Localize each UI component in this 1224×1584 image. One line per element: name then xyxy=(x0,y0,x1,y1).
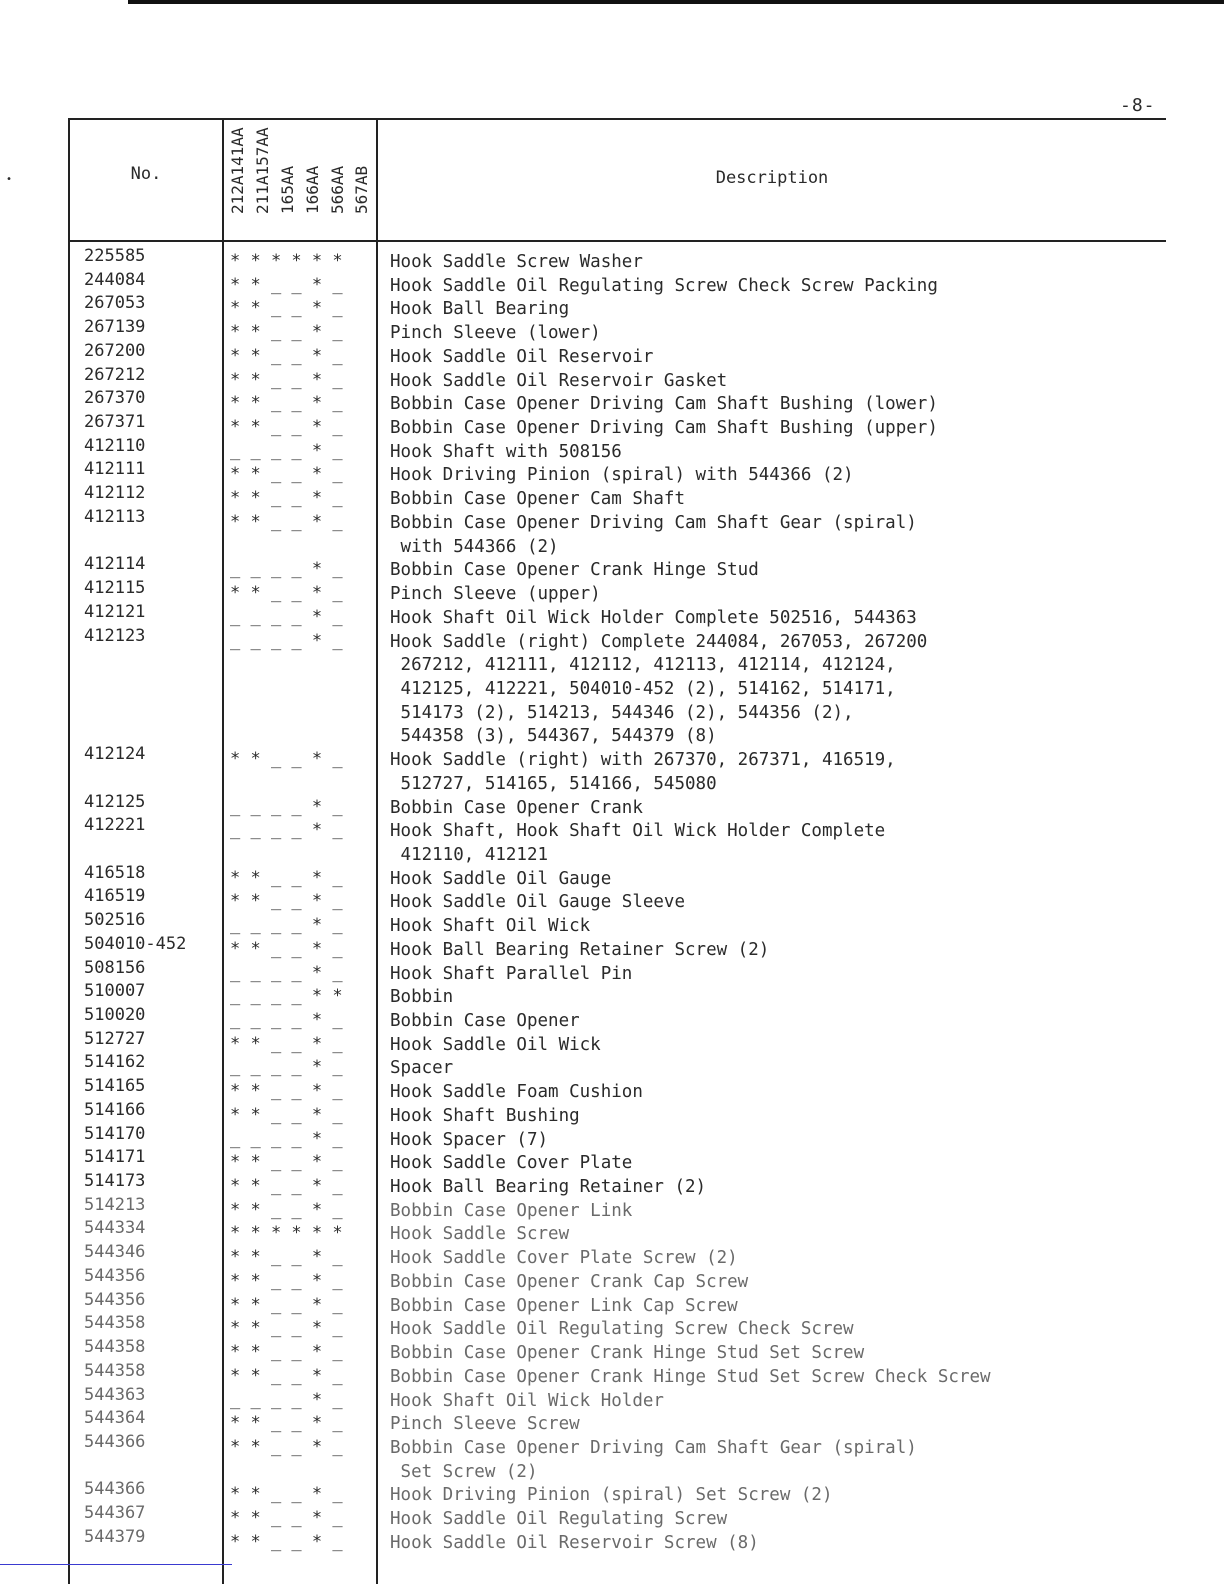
table-row xyxy=(0,1361,1224,1385)
part-description: Bobbin Case Opener Cam Shaft xyxy=(390,489,686,510)
table-row xyxy=(0,1313,1224,1340)
part-description: Bobbin Case Opener Crank Hinge Stud Set Screw xyxy=(390,1343,865,1364)
parts-table-body xyxy=(0,246,1224,1551)
model-availability-marks: * * _ _ * _ xyxy=(230,867,343,888)
part-number: 544356 xyxy=(84,1289,146,1310)
part-description: Bobbin Case Opener Crank Cap Screw xyxy=(390,1271,749,1292)
model-header: 166AA xyxy=(303,165,322,214)
part-number: 514170 xyxy=(84,1123,146,1144)
table-row xyxy=(0,270,1224,294)
model-availability-marks: * * _ _ * _ xyxy=(230,417,343,438)
table-row xyxy=(0,506,1224,557)
table-row xyxy=(0,1029,1224,1053)
part-number: 514173 xyxy=(84,1171,146,1192)
part-description: Hook Shaft Parallel Pin xyxy=(390,963,633,984)
part-number: 544346 xyxy=(84,1242,146,1263)
part-description: Bobbin Case Opener xyxy=(390,1011,580,1031)
part-number: 512727 xyxy=(84,1028,146,1049)
model-availability-marks: * * _ _ * _ xyxy=(230,1531,343,1552)
model-columns-header xyxy=(224,120,376,238)
part-number: 412121 xyxy=(84,601,146,622)
model-availability-marks: * * _ _ * _ xyxy=(230,1413,343,1434)
part-description: Hook Saddle Cover Plate xyxy=(390,1153,633,1174)
part-number: 544358 xyxy=(84,1337,146,1358)
part-number: 544358 xyxy=(84,1360,146,1381)
table-row xyxy=(0,483,1224,510)
part-number: 267200 xyxy=(84,340,146,361)
table-row xyxy=(0,981,1224,1008)
table-row xyxy=(0,578,1224,605)
model-availability-marks: _ _ _ _ * _ xyxy=(230,796,343,817)
model-header: 566AA xyxy=(328,165,347,214)
part-number: 508156 xyxy=(84,957,146,978)
part-number: 225585 xyxy=(84,246,146,266)
model-availability-marks: * * _ _ * _ xyxy=(230,1342,343,1363)
model-availability-marks: _ _ _ _ * _ xyxy=(230,606,343,627)
model-availability-marks: * * _ _ * _ xyxy=(230,274,343,295)
table-row xyxy=(0,1171,1224,1198)
column-header-no: No. xyxy=(130,164,162,184)
part-description: Hook Shaft, Hook Shaft Oil Wick Holder Complete 412110, 412121 xyxy=(390,821,886,865)
part-description: Bobbin Case Opener Crank xyxy=(390,797,643,818)
table-row xyxy=(0,317,1224,344)
part-description: Pinch Sleeve (upper) xyxy=(390,584,601,605)
part-description: Hook Shaft with 508156 xyxy=(390,441,622,462)
part-description: Hook Shaft Oil Wick Holder xyxy=(390,1390,664,1411)
part-number: 544356 xyxy=(84,1265,146,1286)
header-divider xyxy=(68,240,1166,242)
model-availability-marks: _ _ _ _ * _ xyxy=(230,962,343,983)
part-number: 412114 xyxy=(84,554,146,575)
part-description: Hook Saddle (right) Complete 244084, 267053, 267200 267212, 412111, 412112, 412113, 412114, 412124, 412125, 412221, 504010-452 (2), 514162, 514171, 514173 (2), 514213, 544346 (2), 544356 (2), 544358 (3), 544367, 544379 (8) xyxy=(390,631,928,747)
part-description: Bobbin Case Opener Crank Hinge Stud xyxy=(390,560,759,581)
table-row xyxy=(0,1147,1224,1174)
table-row xyxy=(0,365,1224,389)
part-description: Hook Saddle Oil Reservoir Gasket xyxy=(390,370,728,391)
part-description: Bobbin Case Opener Driving Cam Shaft Bushing (upper) xyxy=(390,418,938,439)
part-number: 412111 xyxy=(84,459,146,480)
table-row xyxy=(0,1052,1224,1079)
model-availability-marks: _ _ _ _ * _ xyxy=(230,1010,343,1030)
model-availability-marks: _ _ _ _ * _ xyxy=(230,1389,343,1410)
part-description: Hook Ball Bearing Retainer (2) xyxy=(390,1177,707,1198)
part-number: 412221 xyxy=(84,815,146,836)
part-number: 267139 xyxy=(84,317,146,338)
part-description: Hook Saddle (right) with 267370, 267371, 416519, 512727, 514165, 514166, 545080 xyxy=(390,750,896,794)
model-availability-marks: * * _ _ * _ xyxy=(230,1152,343,1173)
part-description: Bobbin Case Opener Driving Cam Shaft Gear (spiral) Set Screw (2) xyxy=(390,1437,917,1482)
model-availability-marks: * * _ _ * _ xyxy=(230,511,343,532)
scan-edge-line xyxy=(0,1564,232,1565)
part-description: Hook Shaft Oil Wick Holder Complete 502516, 544363 xyxy=(390,607,917,628)
part-number: 544379 xyxy=(84,1526,146,1547)
table-row xyxy=(0,910,1224,937)
part-number: 412112 xyxy=(84,483,146,504)
part-description: Bobbin Case Opener Crank Hinge Stud Set Screw Check Screw xyxy=(390,1366,991,1387)
part-number: 267212 xyxy=(84,364,146,385)
part-number: 502516 xyxy=(84,910,146,931)
table-row xyxy=(0,863,1224,887)
part-description: Hook Saddle Oil Gauge Sleeve xyxy=(390,892,686,913)
part-description: Spacer xyxy=(390,1058,454,1079)
table-row xyxy=(0,815,1224,865)
part-number: 412115 xyxy=(84,578,146,599)
part-number: 514171 xyxy=(84,1147,146,1168)
model-availability-marks: _ _ _ _ * _ xyxy=(230,1057,343,1078)
table-row xyxy=(0,792,1224,816)
table-row xyxy=(0,341,1224,365)
model-availability-marks: _ _ _ _ * _ xyxy=(230,915,343,936)
model-availability-marks: * * _ _ * _ xyxy=(230,891,343,912)
model-availability-marks: * * _ _ * _ xyxy=(230,583,343,604)
model-availability-marks: * * _ _ * _ xyxy=(230,345,343,366)
part-number: 514166 xyxy=(84,1099,146,1120)
part-number: 244084 xyxy=(84,269,146,290)
part-description: Hook Saddle Cover Plate Screw (2) xyxy=(390,1248,738,1269)
table-row xyxy=(0,1290,1224,1314)
model-header: 165AA xyxy=(278,165,297,214)
part-description: Hook Shaft Oil Wick xyxy=(390,916,591,937)
part-number: 514213 xyxy=(84,1194,146,1215)
part-number: 544363 xyxy=(84,1384,146,1405)
model-availability-marks: * * _ _ * _ xyxy=(230,1270,343,1291)
model-availability-marks: * * _ _ * _ xyxy=(230,1247,343,1268)
table-row xyxy=(0,934,1224,958)
part-number: 416518 xyxy=(84,862,146,883)
part-number: 267053 xyxy=(84,293,146,314)
part-description: Hook Saddle Oil Regulating Screw Check Screw xyxy=(390,1319,854,1340)
part-number: 544358 xyxy=(84,1313,146,1334)
part-number: 510007 xyxy=(84,981,146,1002)
part-description: Hook Saddle Oil Gauge xyxy=(390,868,612,889)
part-number: 514165 xyxy=(84,1076,146,1097)
table-row xyxy=(0,1408,1224,1435)
table-row xyxy=(0,1337,1224,1364)
model-header: 567AB xyxy=(352,165,371,214)
table-row xyxy=(0,1527,1224,1551)
model-availability-marks: * * _ _ * _ xyxy=(230,1176,343,1197)
table-row xyxy=(0,293,1224,320)
model-availability-marks: _ _ _ _ * _ xyxy=(230,440,343,461)
table-row xyxy=(0,1266,1224,1290)
table-row xyxy=(0,602,1224,626)
part-description: Hook Spacer (7) xyxy=(390,1129,549,1150)
table-row xyxy=(0,1124,1224,1148)
model-header: 212A141AA xyxy=(228,127,247,214)
part-number: 544334 xyxy=(84,1218,146,1239)
table-row xyxy=(0,744,1224,794)
model-availability-marks: * * _ _ * _ xyxy=(230,369,343,390)
column-header-description: Description xyxy=(715,168,829,188)
model-availability-marks: * * _ _ * _ xyxy=(230,393,343,414)
table-row xyxy=(0,1385,1224,1409)
model-availability-marks: * * _ _ * _ xyxy=(230,1365,343,1386)
part-description: Hook Saddle Screw xyxy=(390,1224,570,1245)
part-number: 412113 xyxy=(84,506,146,527)
part-number: 544364 xyxy=(84,1408,146,1429)
model-availability-marks: * * * * * * xyxy=(230,1223,343,1244)
model-availability-marks: * * _ _ * _ xyxy=(230,749,343,770)
part-number: 412125 xyxy=(84,791,146,812)
part-number: 510020 xyxy=(84,1005,146,1025)
part-number: 514162 xyxy=(84,1052,146,1073)
part-number: 416519 xyxy=(84,886,146,907)
table-row xyxy=(0,436,1224,460)
part-description: Hook Saddle Oil Reservoir Screw (8) xyxy=(390,1532,759,1553)
table-row xyxy=(0,388,1224,415)
table-row xyxy=(0,626,1224,745)
model-availability-marks: _ _ _ _ * _ xyxy=(230,630,343,651)
part-number: 412110 xyxy=(84,435,146,456)
model-availability-marks: * * _ _ * _ xyxy=(230,322,343,343)
table-row xyxy=(0,554,1224,581)
part-description: Bobbin Case Opener Link xyxy=(390,1200,633,1221)
part-description: Pinch Sleeve (lower) xyxy=(390,323,601,344)
table-row xyxy=(0,958,1224,982)
model-availability-marks: * * _ _ * _ xyxy=(230,1436,343,1457)
model-availability-marks: * * _ _ * _ xyxy=(230,1199,343,1220)
model-header: 211A157AA xyxy=(253,127,272,214)
model-availability-marks: * * _ _ * _ xyxy=(230,938,343,959)
part-description: Hook Ball Bearing Retainer Screw (2) xyxy=(390,939,770,960)
part-number: 544366 xyxy=(84,1431,146,1452)
part-number: 412124 xyxy=(84,744,146,765)
table-row xyxy=(0,1218,1224,1245)
part-description: Bobbin Case Opener Link Cap Screw xyxy=(390,1295,738,1316)
model-availability-marks: * * _ _ * _ xyxy=(230,488,343,509)
model-availability-marks: _ _ _ _ * * xyxy=(230,986,343,1007)
part-number: 544366 xyxy=(84,1479,146,1500)
part-description: Hook Saddle Oil Regulating Screw xyxy=(390,1509,728,1530)
part-description: Pinch Sleeve Screw xyxy=(390,1414,580,1435)
table-row xyxy=(0,1005,1224,1029)
model-availability-marks: _ _ _ _ * _ xyxy=(230,820,343,841)
part-description: Hook Saddle Foam Cushion xyxy=(390,1082,643,1103)
part-description: Hook Saddle Oil Reservoir xyxy=(390,346,654,367)
model-availability-marks: _ _ _ _ * _ xyxy=(230,559,343,580)
part-number: 267370 xyxy=(84,388,146,409)
table-row xyxy=(0,1242,1224,1269)
table-row xyxy=(0,1100,1224,1124)
table-row xyxy=(0,886,1224,913)
part-number: 504010-452 xyxy=(84,933,187,954)
table-row xyxy=(0,1503,1224,1530)
part-description: Hook Shaft Bushing xyxy=(390,1105,580,1126)
model-availability-marks: * * _ _ * _ xyxy=(230,1294,343,1315)
model-availability-marks: * * _ _ * _ xyxy=(230,1484,343,1505)
table-row xyxy=(0,412,1224,439)
model-availability-marks: * * _ _ * _ xyxy=(230,298,343,319)
table-row xyxy=(0,459,1224,486)
model-availability-marks: * * _ _ * _ xyxy=(230,1318,343,1339)
table-row xyxy=(0,246,1224,270)
part-description: Hook Saddle Oil Wick xyxy=(390,1034,601,1055)
model-availability-marks: * * _ _ * _ xyxy=(230,1033,343,1054)
model-availability-marks: * * _ _ * _ xyxy=(230,464,343,485)
margin-dot: • xyxy=(6,174,13,185)
part-description: Hook Saddle Oil Regulating Screw Check Screw Packing xyxy=(390,275,938,296)
page-number: -8- xyxy=(1120,95,1156,116)
part-number: 544367 xyxy=(84,1503,146,1524)
part-description: Bobbin xyxy=(390,987,454,1008)
table-row xyxy=(0,1076,1224,1103)
model-availability-marks: * * _ _ * _ xyxy=(230,1081,343,1102)
part-number: 412123 xyxy=(84,625,146,646)
part-number: 267371 xyxy=(84,412,146,433)
table-row xyxy=(0,1479,1224,1506)
part-description: Bobbin Case Opener Driving Cam Shaft Bushing (lower) xyxy=(390,394,938,415)
part-description: Hook Ball Bearing xyxy=(390,299,570,320)
part-description: Hook Driving Pinion (spiral) Set Screw (2) xyxy=(390,1485,833,1506)
model-availability-marks: * * _ _ * _ xyxy=(230,1508,343,1529)
part-description: Bobbin Case Opener Driving Cam Shaft Gear (spiral) with 544366 (2) xyxy=(390,512,917,557)
model-availability-marks: * * * * * * xyxy=(230,251,343,271)
table-row xyxy=(0,1431,1224,1482)
part-description: Hook Driving Pinion (spiral) with 544366 (2) xyxy=(390,465,854,486)
top-rule xyxy=(128,0,1224,4)
model-availability-marks: _ _ _ _ * _ xyxy=(230,1128,343,1149)
model-availability-marks: * * _ _ * _ xyxy=(230,1104,343,1125)
table-row xyxy=(0,1195,1224,1219)
part-description: Hook Saddle Screw Washer xyxy=(390,252,643,272)
